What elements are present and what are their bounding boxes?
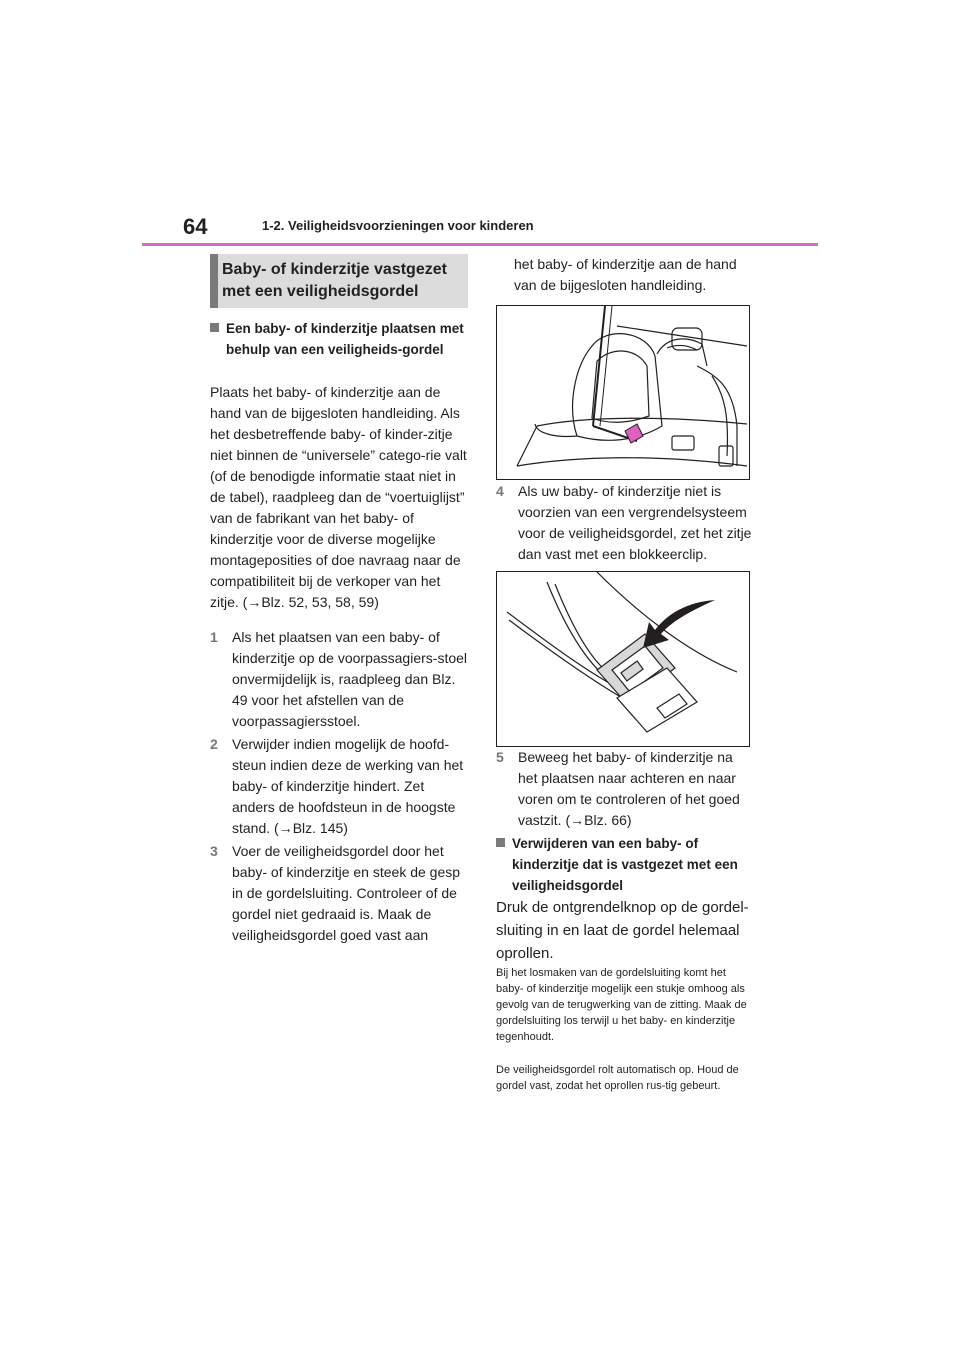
- section-title-bar: [210, 254, 218, 308]
- bullet-square-icon: [496, 838, 505, 847]
- remove-note-1: Bij het losmaken van de gordelsluiting komt het baby- of kinderzitje mogelijk een stukje omhoog als gevolg van de terugwerking van de zitting. Maak de gordelsluiting los terwijl u het baby- en kinderzitje tegenhoudt.: [496, 967, 747, 1043]
- step-text: Beweeg het baby- of kinderzitje na het plaatsen naar achteren en naar voren om te controleren of het goed vastzit. (→Blz. 66): [518, 749, 740, 828]
- step-2: [210, 734, 468, 839]
- remove-text: Druk de ontgrendelknop op de gordel-sluiting in en laat de gordel helemaal oprollen.: [496, 899, 749, 962]
- step-number: 1: [210, 629, 218, 645]
- install-intro: Plaats het baby- of kinderzitje aan de hand van de bijgesloten handleiding. Als het desbetreffende baby- of kinder-zitje niet binnen de “universele” catego-rie valt (of de benodigde informatie staat niet in de tabel), raadpleeg dan de “voertuiglijst” van de fabrikant van het baby- of kinderzitje voor de diverse mogelijke montageposities of doe navraag naar de compatibiliteit bij de verkoper van het zitje. (→Blz. 52, 53, 58, 59): [210, 384, 467, 610]
- step-text: Verwijder indien mogelijk de hoofd-steun indien deze de werking van het baby- of kinderzitje hindert. Zet anders de hoofdsteun in de hoogste stand. (→Blz. 145): [232, 736, 464, 836]
- step-3-continued: het baby- of kinderzitje aan de hand van de bijgesloten handleiding.: [514, 256, 737, 293]
- step-text: Als uw baby- of kinderzitje niet is voorzien van een vergrendelsysteem voor de veiligheidsgordel, zet het zitje dan vast met een blokkeerclip.: [518, 483, 752, 562]
- child-seat-illustration: [496, 305, 750, 480]
- step-text: Als het plaatsen van een baby- of kinderzitje op de voorpassagiers-stoel onvermijdelijk is, raadpleeg dan Blz. 49 voor het afstellen van de voorpassagiersstoel.: [232, 629, 468, 729]
- step-3: [210, 841, 468, 946]
- bullet-square-icon: [210, 323, 219, 332]
- step-number: 4: [496, 483, 504, 499]
- step-number: 5: [496, 749, 504, 765]
- section-title: Baby- of kinderzitje vastgezet met een veiligheidsgordel: [222, 261, 447, 300]
- install-heading-text: Een baby- of kinderzitje plaatsen met behulp van een veiligheids-gordel: [226, 321, 464, 357]
- remove-heading: [496, 833, 752, 896]
- chapter-title: 1-2. Veiligheidsvoorzieningen voor kinderen: [262, 218, 534, 233]
- step-number: 2: [210, 736, 218, 752]
- step-4: [496, 481, 752, 565]
- header-rule: [142, 243, 818, 246]
- step-1: [210, 627, 468, 732]
- locking-clip-illustration: [496, 571, 750, 747]
- remove-heading-text: Verwijderen van een baby- of kinderzitje dat is vastgezet met een veiligheidsgordel: [512, 836, 738, 893]
- step-number: 3: [210, 843, 218, 859]
- remove-note-2: De veiligheidsgordel rolt automatisch op. Houd de gordel vast, zodat het oprollen rus-tig gebeurt.: [496, 1064, 739, 1092]
- step-text: Voer de veiligheidsgordel door het baby- of kinderzitje en steek de gesp in de gordelsluiting. Controleer of de gordel niet gedraaid is. Maak de veiligheidsgordel goed vast aan: [232, 843, 461, 943]
- step-5: [496, 747, 752, 831]
- page-number: 64: [183, 214, 208, 239]
- install-heading: [210, 318, 468, 360]
